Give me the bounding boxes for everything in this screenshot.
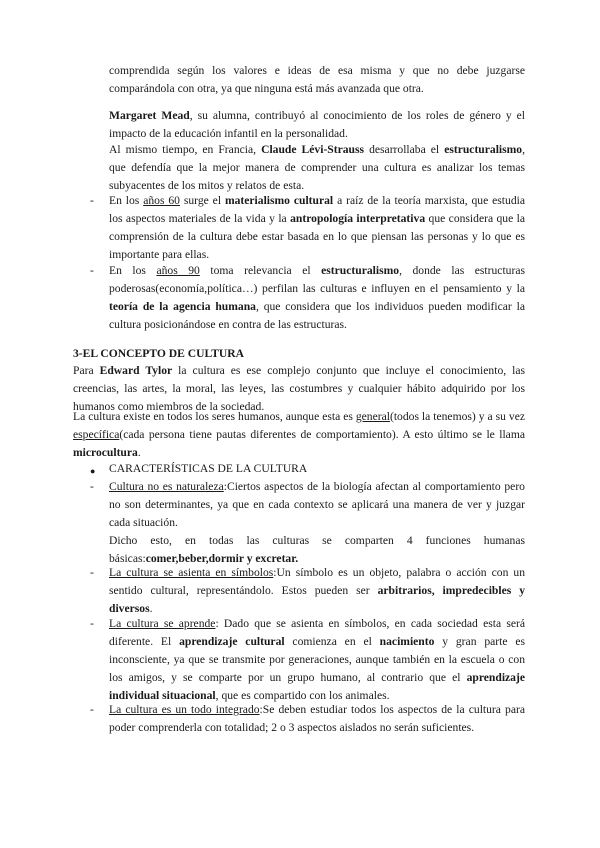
char-item-aprende: La cultura se aprende: Dado que se asienta en símbolos, en cada sociedad esta será diferente. El aprendizaje cultural comienza en el nacimiento y gran parte es inconsciente, ya que se transmite por generaciones, aunque también en la escuela o con los amigos, y se comparte por un grupo humano, al contrario que el aprendizaje individual situacional, que es compartido con los animales. <box>109 617 525 702</box>
dash-marker: - <box>90 617 94 630</box>
dash-marker: - <box>90 194 94 207</box>
char-item-simbolos: La cultura se asienta en símbolos:Un símbolo es un objeto, palabra o acción con un sentido cultural, representándolo. Estos pueden ser arbitrarios, impredecibles y diversos. <box>109 566 526 615</box>
dash-marker: - <box>90 566 94 579</box>
paragraph-tylor: Para Edward Tylor la cultura es ese complejo conjunto que incluye el conocimiento, las creencias, las artes, la moral, las leyes, las costumbres y cualquier hábito adquirido por los humanos como miembros de la sociedad. <box>73 364 526 413</box>
paragraph-levi-strauss: Al mismo tiempo, en Francia, Claude Lévi-Strauss desarrollaba el estructuralismo, que defendía que la mejor manera de comprender una cultura es analizar los temas subyacentes de los mitos y relatos de esta. <box>109 143 526 192</box>
paragraph-margaret-mead: Margaret Mead, su alumna, contribuyó al conocimiento de los roles de género y el impacto de la educación infantil en la personalidad. <box>109 109 525 140</box>
bullet-icon: ● <box>90 466 96 476</box>
char-item-naturaleza: Cultura no es naturaleza:Ciertos aspectos de la biología afectan al comportamiento pero no son determinantes, ya que en cada contexto se aplicará una manera de ver y juzgar cada situación. Dicho esto, en todas las culturas se comparten 4 funciones humanas básicas:comer,beber,dormir y excretar. <box>109 480 525 565</box>
name-levi-strauss: Claude Lévi-Strauss <box>261 143 365 156</box>
name-edward-tylor: Edward Tylor <box>99 364 173 377</box>
list-item-anos-90: En los años 90 toma relevancia el estructuralismo, donde las estructuras poderosas(economía,política…) perfilan las culturas e influyen en el pensamiento y la teoría de la agencia humana, que considera que los individuos pueden modificar la cultura posicionándose en contra de las estructuras. <box>109 264 525 331</box>
dash-marker: - <box>90 264 94 277</box>
list-item-anos-60: En los años 60 surge el materialismo cultural a raíz de la teoría marxista, que estudia los aspectos materiales de la vida y la antropología interpretativa que considera que la comprensión de la cultura debe estar basada en lo que piensan las personas y lo que es importante para ellas. <box>109 194 526 261</box>
dash-marker: - <box>90 703 94 716</box>
term-estructuralismo: estructuralismo <box>444 143 523 156</box>
paragraph-continuation: comprendida según los valores e ideas de esa misma y que no debe juzgarse comparándola con otra, ya que ninguna está más avanzada que otra. <box>109 64 525 95</box>
dash-marker: - <box>90 480 94 493</box>
paragraph-microcultura: La cultura existe en todos los seres humanos, aunque esta es general(todos la tenemos) y a su vez específica(cada persona tiene pautas diferentes de comportamiento). A esto último se le llama microcultura. <box>73 410 525 459</box>
bullet-title: CARACTERÍSTICAS DE LA CULTURA <box>109 462 308 475</box>
char-item-integrado: La cultura es un todo integrado:Se deben estudiar todos los aspectos de la cultura para poder comprenderla con totalidad; 2 o 3 aspectos aislados no serán suficientes. <box>109 703 525 734</box>
section-heading: 3-EL CONCEPTO DE CULTURA <box>73 347 245 360</box>
name-margaret-mead: Margaret Mead <box>109 109 190 122</box>
